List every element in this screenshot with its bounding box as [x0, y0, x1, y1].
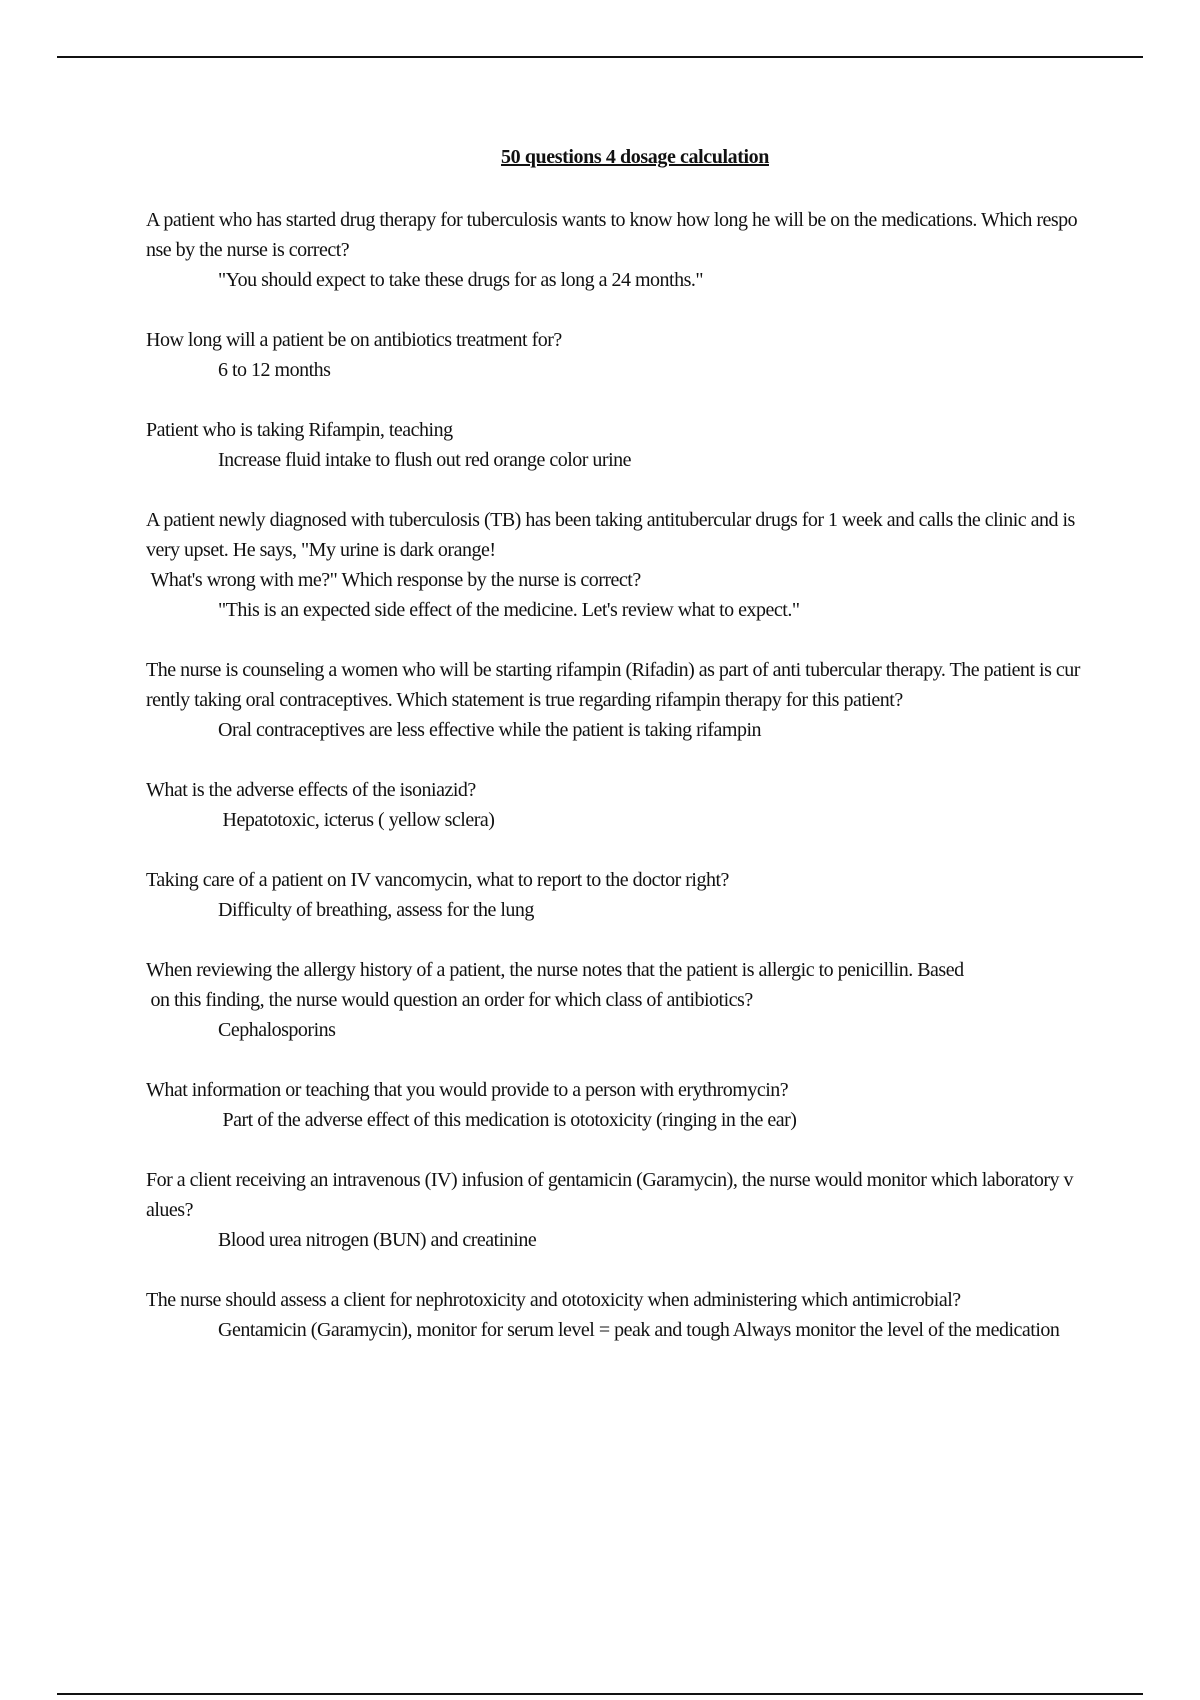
answer-text: Oral contraceptives are less effective while the patient is taking rifampin: [218, 719, 762, 741]
question-text: What information or teaching that you would provide to a person with erythromycin?: [146, 1079, 789, 1101]
answer-text: Part of the adverse effect of this medication is ototoxicity (ringing in the ear): [218, 1109, 797, 1131]
answer-text: Hepatotoxic, icterus ( yellow sclera): [218, 809, 495, 831]
answer-text: Difficulty of breathing, assess for the lung: [218, 899, 534, 921]
question-text: The nurse is counseling a women who will be starting rifampin (Rifadin) as part of anti tubercular therapy. The patient is currently taking oral contraceptives. Which statement is true regarding rifampin therapy for this patient?: [146, 659, 1080, 711]
qa-item: [146, 205, 1081, 295]
question-text: The nurse should assess a client for nephrotoxicity and ototoxicity when administering which antimicrobial?: [146, 1289, 961, 1311]
qa-item: [146, 415, 1081, 475]
answer-text: 6 to 12 months: [218, 359, 331, 381]
question-text: A patient newly diagnosed with tuberculosis (TB) has been taking antitubercular drugs for 1 week and calls the clinic and is very upset. He says, "My urine is dark orange! What's wrong with me?" Which response by the nurse is correct?: [146, 509, 1075, 591]
question-text: How long will a patient be on antibiotics treatment for?: [146, 329, 562, 351]
qa-item: [146, 955, 1081, 1045]
qa-list: [146, 205, 1081, 1375]
question-text: What is the adverse effects of the isoniazid?: [146, 779, 476, 801]
answer-text: Blood urea nitrogen (BUN) and creatinine: [218, 1229, 537, 1251]
top-divider: [57, 56, 1143, 58]
qa-item: [146, 865, 1081, 925]
page-title: 50 questions 4 dosage calculation: [501, 146, 769, 168]
qa-item: [146, 1165, 1081, 1255]
answer-text: Gentamicin (Garamycin), monitor for serum level = peak and tough Always monitor the level of the medication: [218, 1319, 1060, 1341]
qa-item: [146, 775, 1081, 835]
answer-text: "This is an expected side effect of the medicine. Let's review what to expect.": [218, 599, 800, 621]
question-text: A patient who has started drug therapy for tuberculosis wants to know how long he will be on the medications. Which response by the nurse is correct?: [146, 209, 1078, 261]
question-text: When reviewing the allergy history of a patient, the nurse notes that the patient is allergic to penicillin. Based on this finding, the nurse would question an order for which class of antibiotics?: [146, 959, 964, 1011]
qa-item: [146, 1075, 1081, 1135]
qa-item: [146, 325, 1081, 385]
qa-item: [146, 505, 1081, 625]
answer-text: Cephalosporins: [218, 1019, 336, 1041]
answer-text: Increase fluid intake to flush out red orange color urine: [218, 449, 632, 471]
question-text: Patient who is taking Rifampin, teaching: [146, 419, 453, 441]
bottom-divider: [57, 1693, 1143, 1695]
qa-item: [146, 1285, 1081, 1345]
answer-text: "You should expect to take these drugs for as long a 24 months.": [218, 269, 704, 291]
question-text: Taking care of a patient on IV vancomycin, what to report to the doctor right?: [146, 869, 729, 891]
qa-item: [146, 655, 1081, 745]
question-text: For a client receiving an intravenous (IV) infusion of gentamicin (Garamycin), the nurse would monitor which laboratory values?: [146, 1169, 1073, 1221]
